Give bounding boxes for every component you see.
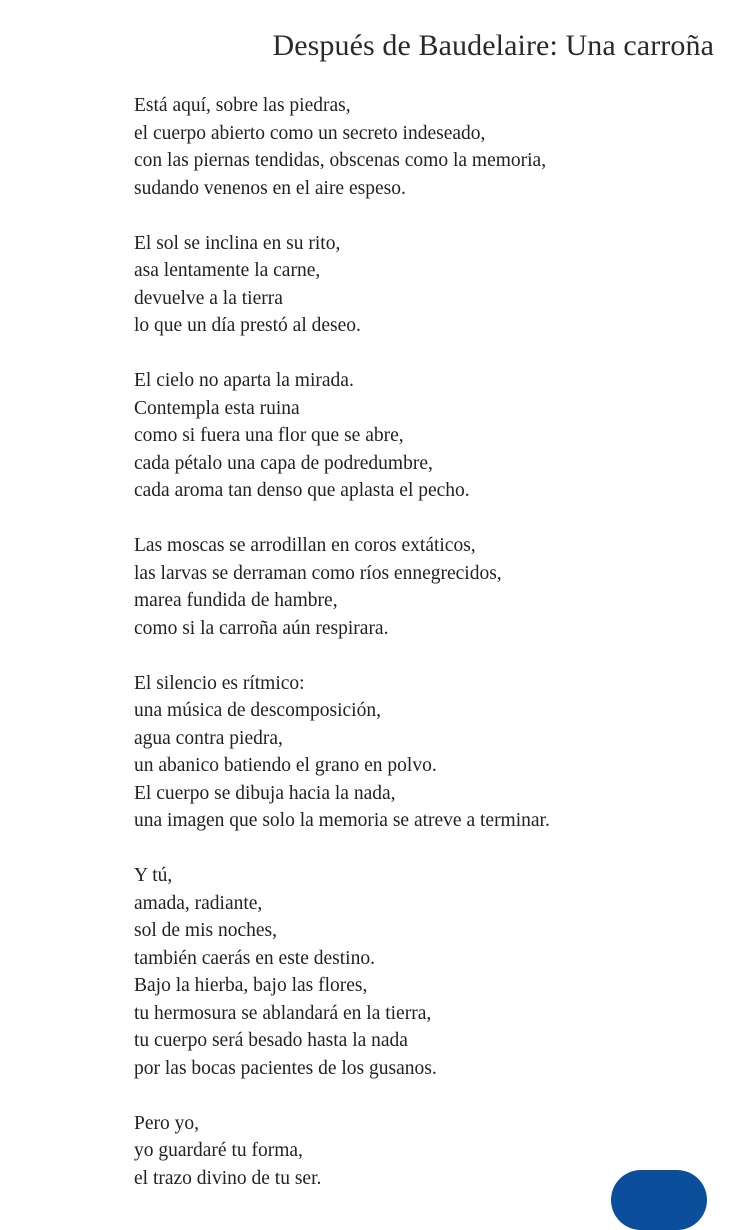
stanza-1: [134, 92, 694, 202]
poem-line: el cuerpo abierto como un secreto indeseado,: [134, 122, 486, 144]
poem-line: tu cuerpo será besado hasta la nada: [134, 1030, 408, 1051]
poem-line: con las piernas tendidas, obscenas como la memoria,: [134, 150, 547, 171]
poem-line: sudando venenos en el aire espeso.: [134, 177, 406, 199]
poem-line: Está aquí, sobre las piedras,: [134, 95, 351, 116]
poem-line: El cuerpo se dibuja hacia la nada,: [134, 782, 396, 804]
poem-line: Contempla esta ruina: [134, 397, 300, 419]
stanza-2: [134, 230, 694, 340]
poem-line: asa lentamente la carne,: [134, 260, 321, 281]
poem-line: El sol se inclina en su rito,: [134, 232, 341, 254]
poem-line: marea fundida de hambre,: [134, 590, 338, 611]
poem-line: lo que un día prestó al deseo.: [134, 315, 361, 336]
poem-line: cada aroma tan denso que aplasta el pecho.: [134, 480, 470, 501]
stanza-7: [134, 1110, 694, 1193]
stanza-4: [134, 532, 694, 642]
poem-line: las larvas se derraman como ríos ennegrecidos,: [134, 562, 502, 584]
poem-line: Y tú,: [134, 865, 173, 886]
poem-line: también caerás en este destino.: [134, 947, 375, 969]
poem-line: tu hermosura se ablandará en la tierra,: [134, 1002, 432, 1024]
stanza-6: [134, 862, 694, 1082]
poem-line: una imagen que solo la memoria se atreve a terminar.: [134, 810, 550, 831]
poem-body: [134, 92, 694, 1220]
poem-line: El cielo no aparta la mirada.: [134, 370, 354, 391]
stanza-5: [134, 670, 694, 835]
poem-line: El silencio es rítmico:: [134, 672, 305, 694]
poem-line: sol de mis noches,: [134, 920, 277, 941]
floating-action-button[interactable]: [611, 1170, 707, 1230]
poem-line: como si fuera una flor que se abre,: [134, 425, 404, 446]
poem-line: por las bocas pacientes de los gusanos.: [134, 1057, 437, 1079]
poem-line: amada, radiante,: [134, 892, 263, 914]
poem-line: Pero yo,: [134, 1112, 199, 1134]
poem-line: yo guardaré tu forma,: [134, 1140, 303, 1161]
poem-line: como si la carroña aún respirara.: [134, 617, 389, 639]
poem-title: Después de Baudelaire: Una carroña: [272, 29, 714, 62]
poem-line: una música de descomposición,: [134, 700, 381, 721]
poem-line: Bajo la hierba, bajo las flores,: [134, 975, 368, 996]
poem-line: un abanico batiendo el grano en polvo.: [134, 755, 437, 776]
poem-line: el trazo divino de tu ser.: [134, 1167, 322, 1189]
poem-line: devuelve a la tierra: [134, 287, 283, 309]
poem-line: cada pétalo una capa de podredumbre,: [134, 452, 433, 474]
poem-line: Las moscas se arrodillan en coros extáticos,: [134, 535, 476, 556]
stanza-3: [134, 367, 694, 505]
poem-line: agua contra piedra,: [134, 727, 283, 749]
